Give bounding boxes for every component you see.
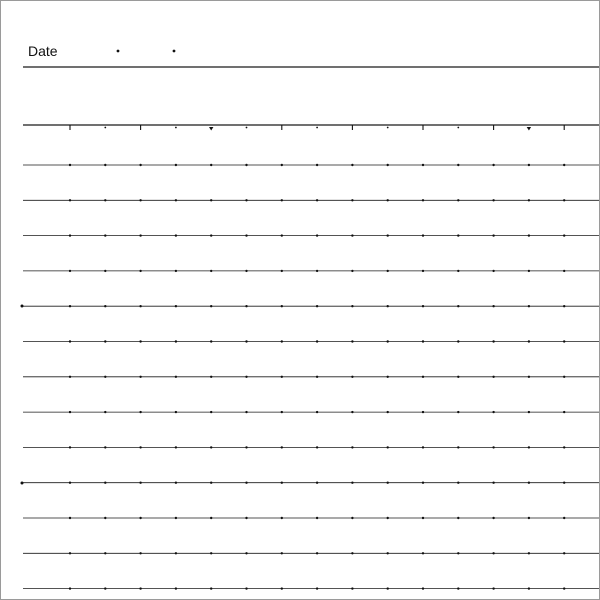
top-tick-dot [246,127,248,129]
grid-dot [528,270,530,272]
grid-dot [281,587,283,589]
grid-dot [281,199,283,201]
grid-dot [351,234,353,236]
grid-dot [563,199,565,201]
top-arrow-mark [527,127,531,131]
grid-dot [457,234,459,236]
grid-dot [245,305,247,307]
grid-dot [175,305,177,307]
top-tick-dot [387,127,389,129]
grid-dot [492,482,494,484]
grid-dot [69,270,71,272]
grid-dot [351,270,353,272]
grid-dot [457,446,459,448]
grid-dot [139,234,141,236]
grid-dot [281,234,283,236]
ruled-paper [1,1,599,599]
grid-dot [175,446,177,448]
grid-dot [422,199,424,201]
grid-dot [563,517,565,519]
grid-dot [457,305,459,307]
grid-dot [387,411,389,413]
grid-dot [387,199,389,201]
grid-dot [492,164,494,166]
grid-dot [281,552,283,554]
grid-dot [210,199,212,201]
grid-dot [69,376,71,378]
grid-dot [104,305,106,307]
grid-dot [563,482,565,484]
header-dot [173,50,176,53]
grid-dot [210,552,212,554]
grid-dot [245,411,247,413]
grid-dot [492,305,494,307]
grid-dot [351,376,353,378]
grid-dot [245,587,247,589]
grid-dot [316,482,318,484]
grid-dot [210,305,212,307]
grid-dot [139,482,141,484]
grid-dot [492,446,494,448]
grid-dot [69,305,71,307]
grid-dot [563,234,565,236]
grid-dot [69,587,71,589]
grid-dot [422,587,424,589]
grid-dot [139,305,141,307]
grid-dot [210,270,212,272]
top-arrow-mark [209,127,213,131]
grid-dot [387,376,389,378]
grid-dot [563,164,565,166]
grid-dot [316,270,318,272]
grid-dot [104,552,106,554]
grid-dot [104,199,106,201]
grid-dot [387,305,389,307]
grid-dot [387,552,389,554]
grid-dot [492,199,494,201]
grid-dot [69,411,71,413]
grid-dot [422,234,424,236]
grid-dot [245,552,247,554]
grid-dot [175,552,177,554]
grid-dot [245,270,247,272]
grid-dot [104,517,106,519]
grid-dot [492,340,494,342]
grid-dot [528,305,530,307]
grid-dot [281,164,283,166]
grid-dot [104,376,106,378]
grid-dot [387,164,389,166]
grid-dot [210,234,212,236]
grid-dot [245,164,247,166]
grid-dot [422,305,424,307]
grid-dot [492,411,494,413]
grid-dot [316,517,318,519]
grid-dot [422,482,424,484]
grid-dot [139,340,141,342]
grid-dot [139,376,141,378]
grid-dot [104,270,106,272]
grid-dot [422,446,424,448]
grid-dot [69,517,71,519]
grid-dot [281,376,283,378]
grid-dot [210,340,212,342]
grid-dot [104,482,106,484]
grid-dot [69,199,71,201]
grid-dot [528,199,530,201]
grid-dot [387,340,389,342]
grid-dot [69,482,71,484]
grid-dot [210,482,212,484]
grid-dot [210,446,212,448]
grid-dot [104,164,106,166]
grid-dot [104,234,106,236]
grid-dot [175,340,177,342]
grid-dot [422,164,424,166]
grid-dot [316,234,318,236]
grid-dot [387,234,389,236]
grid-dot [316,411,318,413]
grid-dot [210,164,212,166]
grid-dot [422,340,424,342]
grid-dot [104,446,106,448]
grid-dot [387,587,389,589]
header-dots [117,50,176,53]
grid-dot [245,340,247,342]
grid-dot [492,587,494,589]
grid-dot [528,411,530,413]
grid-dot [387,270,389,272]
grid-dot [69,234,71,236]
grid-dot [316,376,318,378]
grid-dot [528,376,530,378]
grid-dot [175,234,177,236]
grid-dot [528,587,530,589]
grid-dot [422,376,424,378]
grid-dot [316,340,318,342]
grid-dot [492,234,494,236]
grid-dot [316,305,318,307]
grid-dot [528,517,530,519]
grid-dot [563,340,565,342]
grid-dot [245,446,247,448]
grid-dot [457,340,459,342]
grid-dot [245,517,247,519]
grid-dot [563,376,565,378]
top-tick-marks [70,125,564,131]
grid-dot [563,552,565,554]
grid-dot [422,411,424,413]
grid-dot [175,517,177,519]
margin-dot [21,305,24,308]
grid-dot [175,587,177,589]
grid-dot [210,517,212,519]
grid-dot [457,587,459,589]
grid-dot [210,587,212,589]
grid-dot [175,164,177,166]
grid-dot [457,199,459,201]
grid-dot [245,482,247,484]
grid-dot [69,446,71,448]
grid-dot [351,587,353,589]
grid-dot [351,164,353,166]
grid-dot [387,446,389,448]
margin-dot [21,482,24,485]
grid-dot [281,340,283,342]
grid-dot [139,446,141,448]
grid-dot [351,411,353,413]
grid-dot [175,411,177,413]
grid-dot [563,446,565,448]
grid-dot [563,411,565,413]
grid-dot [210,411,212,413]
grid-dot [528,552,530,554]
top-tick-dot [457,127,459,129]
grid-dot [316,587,318,589]
grid-dot [457,482,459,484]
grid-dot [316,552,318,554]
grid-dot [351,517,353,519]
grid-dot [351,340,353,342]
grid-dot [457,411,459,413]
grid-dot [104,411,106,413]
grid-dot [316,446,318,448]
grid-dot [175,376,177,378]
grid-dot [528,164,530,166]
grid-dot [457,270,459,272]
grid-dot [281,411,283,413]
grid-dot [492,376,494,378]
grid-dot [69,552,71,554]
grid-dot [69,164,71,166]
grid-dot [139,270,141,272]
grid-dot [351,199,353,201]
grid-dot [528,340,530,342]
grid-dot [281,446,283,448]
margin-dots [21,305,24,485]
grid-dot [139,587,141,589]
grid-dot [104,587,106,589]
grid-dot [245,376,247,378]
grid-dot [457,164,459,166]
grid-dot [351,552,353,554]
grid-dot [139,411,141,413]
grid-dot [351,446,353,448]
grid-dot [457,552,459,554]
grid-dot [316,199,318,201]
grid-dot [422,552,424,554]
grid-dot [175,270,177,272]
grid-dot [351,305,353,307]
grid-dot [492,517,494,519]
grid-dot [281,517,283,519]
grid-dot [528,234,530,236]
grid-dot [316,164,318,166]
grid-dot [139,552,141,554]
grid-dot [563,305,565,307]
header-dot [117,50,120,53]
grid-dot [528,482,530,484]
grid-dot [387,517,389,519]
grid-dot [457,376,459,378]
grid-dot [563,270,565,272]
grid-dot [69,340,71,342]
grid-dot [139,517,141,519]
grid-dot [245,234,247,236]
grid-dot [139,199,141,201]
grid-dot [281,482,283,484]
grid-dot [281,270,283,272]
ruled-lines [23,165,599,589]
grid-dot [175,482,177,484]
grid-dot [104,340,106,342]
grid-dot [139,164,141,166]
grid-dot [351,482,353,484]
grid-dot [528,446,530,448]
grid-dot [563,587,565,589]
top-tick-dot [316,127,318,129]
top-tick-dot [104,127,106,129]
grid-dot [492,270,494,272]
top-tick-dot [175,127,177,129]
grid-dot [457,517,459,519]
grid-dot [422,270,424,272]
grid-dot [175,199,177,201]
grid-dot [281,305,283,307]
grid-dot [245,199,247,201]
grid-dot [492,552,494,554]
grid-dot [422,517,424,519]
grid-dot [387,482,389,484]
grid-dot [210,376,212,378]
date-label: Date [28,43,58,59]
